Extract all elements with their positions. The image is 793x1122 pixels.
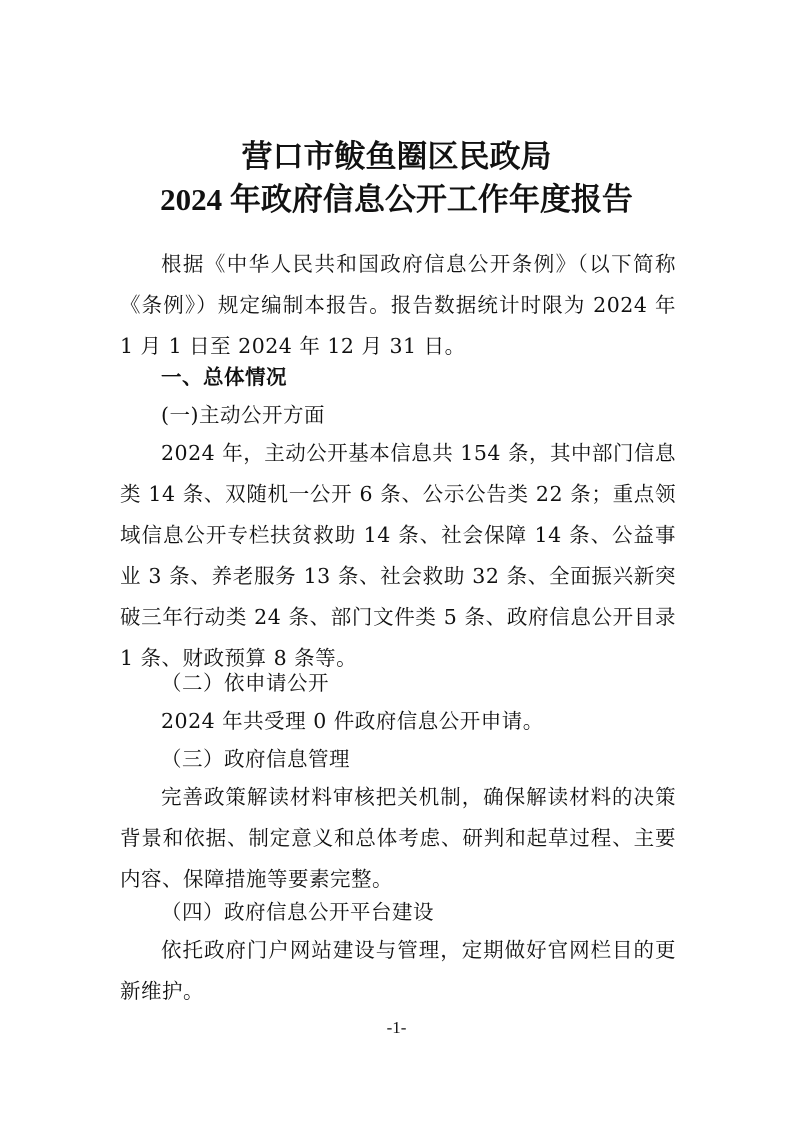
- proactive-paragraph: 2024 年，主动公开基本信息共 154 条，其中部门信息类 14 条、双随机一公开 6 条、公示公告类 22 条；重点领域信息公开专栏扶贫救助 14 条、社会保障 14 条、公益事业 3 条、养老服务 13 条、社会救助 32 条、全面振兴新突破三年行动类 24 条、部门文件类 5 条、政府信息公开目录 1 条、财政预算 8 条等。: [120, 441, 676, 670]
- intro-paragraph: 根据《中华人民共和国政府信息公开条例》（以下简称《条例》）规定编制本报告。报告数据统计时限为 2024 年 1 月 1 日至 2024 年 12 月 31 日。: [120, 252, 676, 358]
- platform-paragraph: 依托政府门户网站建设与管理，定期做好官网栏目的更新维护。: [120, 938, 676, 1003]
- section-heading-overview: 一、总体情况: [161, 365, 287, 389]
- subsection-heading-proactive: (一)主动公开方面: [161, 403, 325, 427]
- subsection-heading-platform: （四）政府信息公开平台建设: [161, 900, 434, 924]
- subsection-heading-application: （二）依申请公开: [161, 671, 329, 695]
- report-title-line1: 营口市鲅鱼圈区民政局: [241, 139, 552, 174]
- page-number: -1-: [386, 1018, 407, 1037]
- report-title-line2: 2024 年政府信息公开工作年度报告: [160, 182, 633, 217]
- management-paragraph: 完善政策解读材料审核把关机制，确保解读材料的决策背景和依据、制定意义和总体考虑、研判和起草过程、主要内容、保障措施等要素完整。: [120, 785, 676, 891]
- application-paragraph: 2024 年共受理 0 件政府信息公开申请。: [161, 709, 544, 733]
- subsection-heading-management: （三）政府信息管理: [161, 747, 350, 771]
